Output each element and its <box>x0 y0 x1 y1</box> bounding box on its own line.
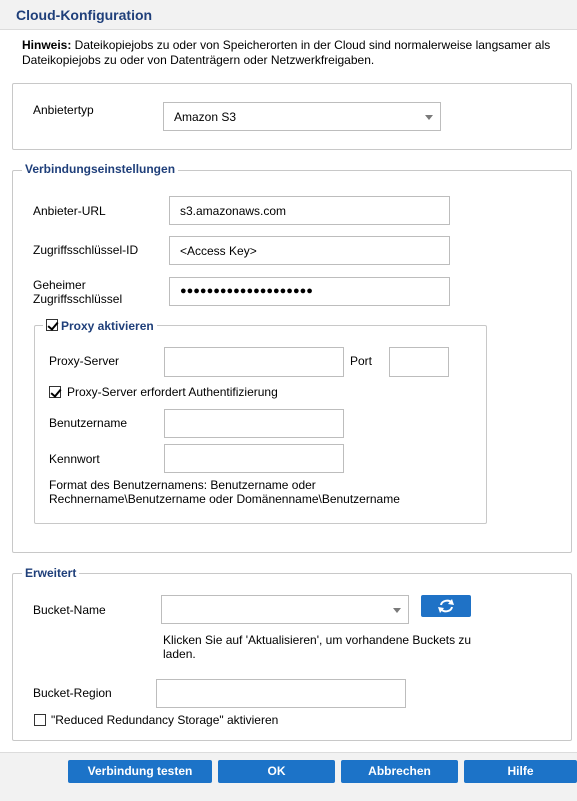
username-label: Benutzername <box>49 416 128 430</box>
chevron-down-icon <box>393 608 401 613</box>
hint-label: Hinweis: <box>22 38 72 52</box>
help-button[interactable]: Hilfe <box>464 760 577 783</box>
password-label: Kennwort <box>49 452 100 466</box>
bucket-name-label: Bucket-Name <box>33 603 106 617</box>
connection-legend: Verbindungseinstellungen <box>22 162 178 176</box>
refresh-icon <box>421 595 471 617</box>
provider-select[interactable] <box>163 102 441 131</box>
url-label: Anbieter-URL <box>33 204 106 218</box>
provider-label: Anbietertyp <box>33 103 94 117</box>
port-input[interactable] <box>389 347 449 377</box>
bucket-region-input[interactable] <box>156 679 406 708</box>
test-connection-button[interactable]: Verbindung testen <box>68 760 212 783</box>
refresh-hint: Klicken Sie auf 'Aktualisieren', um vorhandene Buckets zu laden. <box>163 633 472 661</box>
username-format-hint: Format des Benutzernamens: Benutzername oder Rechnername\Benutzername oder Domänenname\Benutzername <box>49 478 400 506</box>
refresh-button[interactable] <box>421 595 471 617</box>
cancel-button[interactable]: Abbrechen <box>341 760 458 783</box>
bucket-name-select[interactable] <box>161 595 409 624</box>
window-title: Cloud-Konfiguration <box>16 7 153 23</box>
password-input[interactable] <box>164 444 344 473</box>
url-input[interactable] <box>169 196 450 225</box>
proxy-legend: Proxy aktivieren <box>61 319 154 333</box>
proxy-auth-label: Proxy-Server erfordert Authentifizierung <box>67 385 278 399</box>
rrs-label: "Reduced Redundancy Storage" aktivieren <box>51 713 279 727</box>
chevron-down-icon <box>425 115 433 120</box>
ok-button[interactable]: OK <box>218 760 335 783</box>
rrs-checkbox[interactable] <box>34 714 46 726</box>
proxy-legend-wrap <box>43 318 157 333</box>
access-key-label: Zugriffsschlüssel-ID <box>33 243 139 257</box>
provider-select-value: Amazon S3 <box>174 110 237 124</box>
secret-input[interactable]: ●●●●●●●●●●●●●●●●●●●● <box>169 277 450 306</box>
proxy-server-input[interactable] <box>164 347 344 377</box>
secret-label-line1: Geheimer <box>33 278 86 292</box>
hint-text <box>22 38 562 68</box>
access-key-input[interactable] <box>169 236 450 265</box>
port-label: Port <box>350 354 373 368</box>
proxy-enable-checkbox[interactable] <box>46 319 58 331</box>
bucket-region-label: Bucket-Region <box>33 686 112 700</box>
proxy-auth-checkbox[interactable] <box>49 386 61 398</box>
proxy-server-label: Proxy-Server <box>49 354 120 368</box>
hint-body: Dateikopiejobs zu oder von Speicherorten in der Cloud sind normalerweise langsamer als Dateikopiejobs zu oder von Datenträgern oder Netzwerkfreigaben. <box>22 38 551 67</box>
secret-label-line2: Zugriffsschlüssel <box>33 292 123 306</box>
username-input[interactable] <box>164 409 344 438</box>
advanced-legend: Erweitert <box>22 566 79 580</box>
secret-label <box>33 278 122 306</box>
